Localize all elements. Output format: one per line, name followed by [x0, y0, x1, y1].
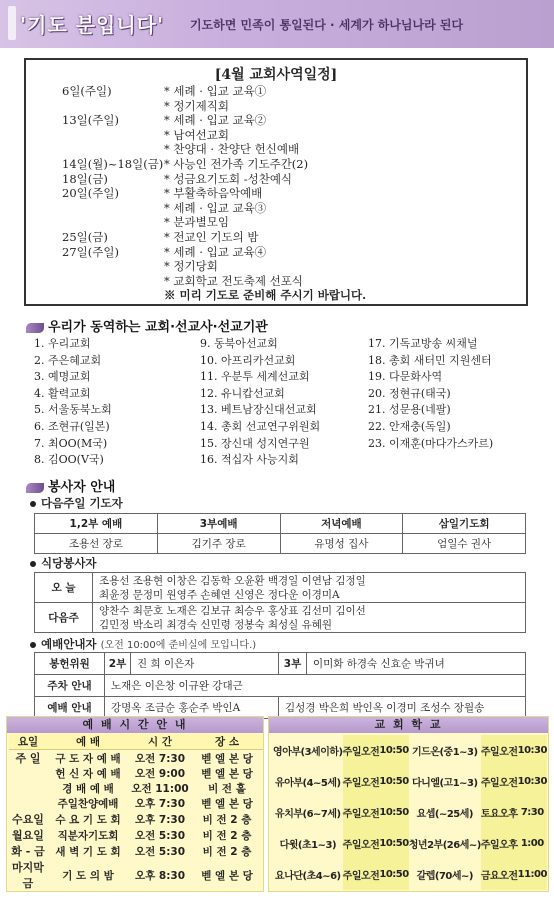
prayer-subtitle	[30, 495, 123, 511]
usher-table	[34, 652, 526, 719]
cafe-table	[34, 572, 526, 633]
schedule-event: * 찬양대 · 찬양단 헌신예배	[164, 142, 300, 157]
church-item: 23. 이재훈(마다가스카르)	[368, 436, 494, 450]
worship-place: 비 전 2 층	[202, 845, 252, 858]
schedule-row	[26, 186, 526, 200]
worship-service: 새 벽 기 도 회	[55, 845, 121, 858]
schedule-event: ※ 미리 기도로 준비해 주시기 바랍니다.	[164, 288, 367, 303]
usher-names: 진 희 이은자	[131, 653, 279, 675]
worship-header: 장 소	[191, 734, 263, 750]
worship-place: 벧 엘 본 당	[201, 768, 253, 780]
schedule-row	[26, 259, 526, 273]
churches-title-text: 우리가 동역하는 교회·선교사·선교기관	[48, 320, 268, 335]
school-day: 주일오전	[343, 859, 380, 890]
prayer-names-row	[35, 534, 526, 554]
church-item: 12. 유니캅선교회	[200, 386, 285, 400]
school-time: 7:30	[518, 797, 547, 828]
school-dept: 갈렙(70세~)	[416, 871, 473, 882]
church-item: 17. 기독교방송 씨채널	[368, 337, 478, 350]
church-item: 5. 서울동북노회	[34, 403, 112, 417]
schedule-row	[26, 172, 526, 186]
worship-day	[9, 766, 47, 781]
usher-names: 강명옥 조금순 홍순주 박인A	[105, 697, 279, 719]
church-item: 7. 최OO(M국)	[34, 436, 108, 450]
school-time: 11:00	[518, 859, 547, 890]
schedule-event: * 세례 · 입교 교육④	[164, 244, 267, 259]
prayer-header: 삼일기도회	[403, 514, 526, 534]
worship-row	[9, 827, 263, 843]
usher-names: 노재은 이은창 이규완 강대근	[105, 675, 526, 697]
prayer-table	[34, 513, 526, 554]
schedule-row	[26, 245, 526, 259]
schedule-date: 13일(주일)	[62, 113, 119, 128]
worship-service: 기 도 의 밤	[62, 869, 114, 882]
schedule-title: [4월 교회사역일정]	[214, 67, 338, 83]
worship-row	[9, 811, 263, 827]
schedule-date: 6일(주일)	[62, 84, 112, 98]
prayer-header-row	[35, 514, 526, 534]
prayer-subtitle-text: 다음주일 기도자	[41, 496, 123, 510]
school-day: 주일오후	[481, 828, 518, 859]
schedule-event: * 세례 · 입교 교육③	[164, 200, 267, 215]
school-dept: 요셉(~25세)	[416, 809, 473, 820]
church-item: 13. 베트남장신대선교회	[200, 403, 317, 417]
prayer-header: 1,2부 예배	[35, 514, 158, 534]
worship-service: 수 요 기 도 회	[55, 813, 121, 826]
school-panel	[268, 716, 549, 892]
church-item: 16. 적십자 사능지회	[200, 453, 299, 467]
prayer-name: 김기주 장로	[157, 534, 280, 554]
worship-header: 예 배	[47, 734, 129, 750]
church-item: 9. 동북아선교회	[200, 337, 278, 350]
worship-time: 오전 7:30	[134, 752, 186, 765]
worship-row	[9, 843, 263, 859]
cafe-next-label: 다음주	[35, 603, 93, 633]
school-dept: 유치부(6~7세)	[275, 809, 341, 820]
worship-panel-title: 예 배 시 간 안 내	[7, 717, 263, 733]
schedule-event: * 사능인 전가족 기도주간(2)	[164, 157, 309, 171]
worship-place: 벧 엘 본 당	[201, 798, 253, 810]
schedule-event: * 정기당회	[164, 259, 218, 274]
cafe-names-line: 김민정 박소리 최경숙 신민령 정봉숙 최성실 유혜원	[99, 618, 333, 631]
school-time: 10:50	[379, 797, 408, 828]
worship-table	[9, 734, 263, 891]
schedule-event: * 남여선교회	[164, 127, 229, 142]
worship-service: 헌 신 자 예 배	[55, 768, 121, 780]
section-icon	[26, 323, 44, 333]
church-item: 15. 장신대 성지연구원	[200, 436, 310, 450]
prayer-header: 저녁예배	[280, 514, 403, 534]
schedule-row	[26, 157, 526, 171]
church-item: 6. 조현규(일본)	[34, 420, 110, 433]
worship-header-row	[9, 734, 263, 750]
usher-part: 3부	[279, 653, 307, 675]
cafe-subtitle	[30, 555, 97, 571]
schedule-event: * 정기제직회	[164, 98, 229, 113]
cafe-today-label: 오 늘	[35, 573, 93, 603]
bullet-icon	[30, 561, 36, 567]
school-dept: 다니엘(고1~3)	[412, 778, 478, 789]
header-banner	[0, 0, 554, 48]
worship-service: 구 도 자 예 배	[55, 752, 121, 765]
worship-row	[9, 859, 263, 891]
cafe-today-row	[35, 573, 526, 603]
worship-time: 오전 5:30	[134, 829, 186, 842]
school-row	[273, 828, 547, 859]
worship-row	[9, 766, 263, 781]
worship-header: 시 간	[129, 734, 191, 750]
worship-day	[9, 781, 47, 796]
prayer-name: 엄일수 권사	[403, 534, 526, 554]
church-item: 14. 총회 선교연구위원회	[200, 420, 321, 433]
school-time: 10:50	[379, 735, 408, 766]
worship-time: 오후 7:30	[134, 813, 186, 826]
school-day: 주일오전	[343, 828, 380, 859]
worship-row	[9, 781, 263, 796]
worship-place: 벧 엘 본 당	[201, 869, 253, 882]
schedule-event: * 전교인 기도의 밤	[164, 230, 259, 244]
school-time: 10:50	[379, 859, 408, 890]
school-time: 1:00	[518, 828, 547, 859]
cafe-names-line: 최윤정 문정미 원영주 손혜연 신영은 정다운 이경미A	[99, 588, 340, 601]
church-item: 4. 활력교회	[34, 386, 91, 400]
schedule-event: * 부활축하음악예배	[164, 186, 263, 201]
church-item: 8. 김OO(V국)	[34, 453, 104, 467]
schedule-event: * 세례 · 입교 교육①	[164, 84, 267, 98]
worship-day: 화 - 금	[11, 845, 45, 858]
worship-place: 비 전 홀	[208, 783, 246, 795]
church-item: 22. 안재충(독일)	[368, 420, 451, 433]
school-time: 10:30	[518, 735, 547, 766]
schedule-row	[26, 230, 526, 244]
school-dept: 기드온(중1~3)	[412, 747, 478, 758]
school-row	[273, 859, 547, 890]
school-time: 10:30	[518, 766, 547, 797]
volunteers-title-text: 봉사자 안내	[48, 480, 116, 495]
worship-time: 오전 11:00	[131, 783, 189, 795]
worship-service: 경 배 예 배	[62, 783, 114, 795]
school-dept: 다윗(초1~3)	[279, 840, 337, 851]
worship-panel	[6, 716, 264, 892]
school-row	[273, 766, 547, 797]
school-dept: 영아부(3세이하)	[273, 747, 343, 758]
section-icon	[26, 483, 44, 493]
church-item: 18. 총회 새터민 지원센터	[368, 353, 492, 367]
schedule-row	[26, 128, 526, 142]
usher-note: (오전 10:00에 준비실에 모입니다.)	[100, 640, 257, 651]
usher-names: 김성경 박은희 박인옥 이경미 조성수 장월송	[279, 697, 526, 719]
church-item: 1. 우리교회	[34, 337, 91, 350]
usher-row	[35, 675, 526, 697]
banner-decoration	[8, 6, 16, 40]
usher-label: 주차 안내	[35, 675, 105, 697]
usher-part: 2부	[105, 653, 131, 675]
school-day: 토요오후	[481, 797, 518, 828]
schedule-row	[26, 274, 526, 288]
schedule-event: * 분과별모임	[164, 215, 229, 230]
school-day: 주일오전	[343, 766, 380, 797]
cafe-next-names	[93, 603, 526, 633]
school-day: 주일오전	[343, 735, 380, 766]
volunteers-section-title	[26, 476, 115, 495]
schedule-date: 25일(금)	[62, 230, 108, 244]
schedule-box	[24, 58, 528, 306]
school-day: 주일오전	[481, 766, 518, 797]
school-dept: 유아부(4~5세)	[275, 778, 341, 789]
cafe-today-names	[93, 573, 526, 603]
schedule-row	[26, 201, 526, 215]
schedule-date: 14일(월)~18일(금)	[62, 157, 164, 171]
school-table	[273, 735, 547, 890]
church-item: 11. 우분투 세계선교회	[200, 370, 310, 384]
prayer-name: 조용선 장로	[35, 534, 158, 554]
church-item: 10. 아프리카선교회	[200, 353, 296, 367]
church-item: 3. 예명교회	[34, 370, 91, 384]
usher-label: 예배 안내	[35, 697, 105, 719]
cafe-next-row	[35, 603, 526, 633]
schedule-date: 27일(주일)	[62, 244, 119, 259]
worship-place: 비 전 2 층	[202, 813, 252, 826]
worship-day: 마지막금	[12, 861, 44, 890]
schedule-row	[26, 113, 526, 127]
school-dept: 청년2부(26세~)	[408, 840, 481, 851]
bullet-icon	[30, 642, 36, 648]
worship-time: 오전 5:30	[134, 845, 186, 858]
school-dept: 요나단(초4~6)	[275, 871, 341, 882]
worship-row	[9, 796, 263, 811]
banner-subtitle: 기도하면 민족이 통일된다 · 세계가 하나님나라 된다	[190, 18, 464, 32]
schedule-event: * 교회학교 전도축제 선포식	[164, 273, 303, 288]
church-item: 19. 다문화사역	[368, 370, 443, 384]
prayer-header: 3부예배	[157, 514, 280, 534]
cafe-subtitle-text: 식당봉사자	[41, 556, 97, 570]
school-row	[273, 735, 547, 766]
church-item: 20. 정현규(태국)	[368, 386, 451, 400]
schedule-row	[26, 142, 526, 156]
worship-place: 비 전 2 층	[202, 829, 252, 842]
usher-subtitle-text: 예배안내자	[41, 637, 97, 651]
cafe-names-line: 조용선 조용현 이창은 김동학 오윤환 백경일 이연남 김정일	[99, 574, 366, 587]
school-time: 10:50	[379, 766, 408, 797]
cafe-names-line: 양찬수 최문호 노재은 김보규 최승우 홍상표 김선미 김이선	[99, 604, 366, 617]
usher-names: 이미화 하경숙 신효순 박귀녀	[307, 653, 526, 675]
school-day: 금요오전	[481, 859, 518, 890]
worship-day: 수요일	[12, 813, 44, 826]
usher-label: 봉헌위원	[35, 653, 105, 675]
schedule-event: * 세례 · 입교 교육②	[164, 113, 267, 128]
worship-day: 주 일	[15, 752, 41, 765]
worship-service: 직분자기도회	[57, 829, 119, 842]
church-item: 2. 주은혜교회	[34, 353, 102, 367]
schedule-row	[26, 215, 526, 229]
school-time: 10:50	[379, 828, 408, 859]
worship-place: 벧 엘 본 당	[201, 752, 253, 765]
school-day: 주일오전	[481, 735, 518, 766]
worship-day	[9, 796, 47, 811]
school-day: 주일오전	[343, 797, 380, 828]
usher-subtitle	[30, 636, 256, 652]
churches-section-title	[26, 316, 268, 335]
school-panel-title: 교 회 학 교	[269, 717, 548, 733]
schedule-date: 20일(주일)	[62, 186, 119, 201]
worship-time: 오후 7:30	[134, 798, 186, 810]
worship-day: 월요일	[12, 829, 44, 842]
worship-header: 요일	[9, 734, 47, 750]
usher-row	[35, 653, 526, 675]
schedule-row	[26, 84, 526, 98]
worship-row	[9, 750, 263, 767]
worship-time: 오전 9:00	[134, 768, 186, 780]
school-row	[273, 797, 547, 828]
bullet-icon	[30, 501, 36, 507]
schedule-row	[26, 288, 526, 302]
worship-time: 오후 8:30	[134, 869, 186, 882]
church-item: 21. 성문용(네팔)	[368, 403, 451, 417]
schedule-date: 18일(금)	[62, 171, 108, 186]
worship-service: 주일찬양예배	[57, 798, 119, 810]
schedule-event: * 성금요기도회 -성찬예식	[164, 171, 293, 186]
prayer-name: 유명성 집사	[280, 534, 403, 554]
banner-title: '기도 분입니다'	[20, 13, 165, 37]
schedule-row	[26, 99, 526, 113]
